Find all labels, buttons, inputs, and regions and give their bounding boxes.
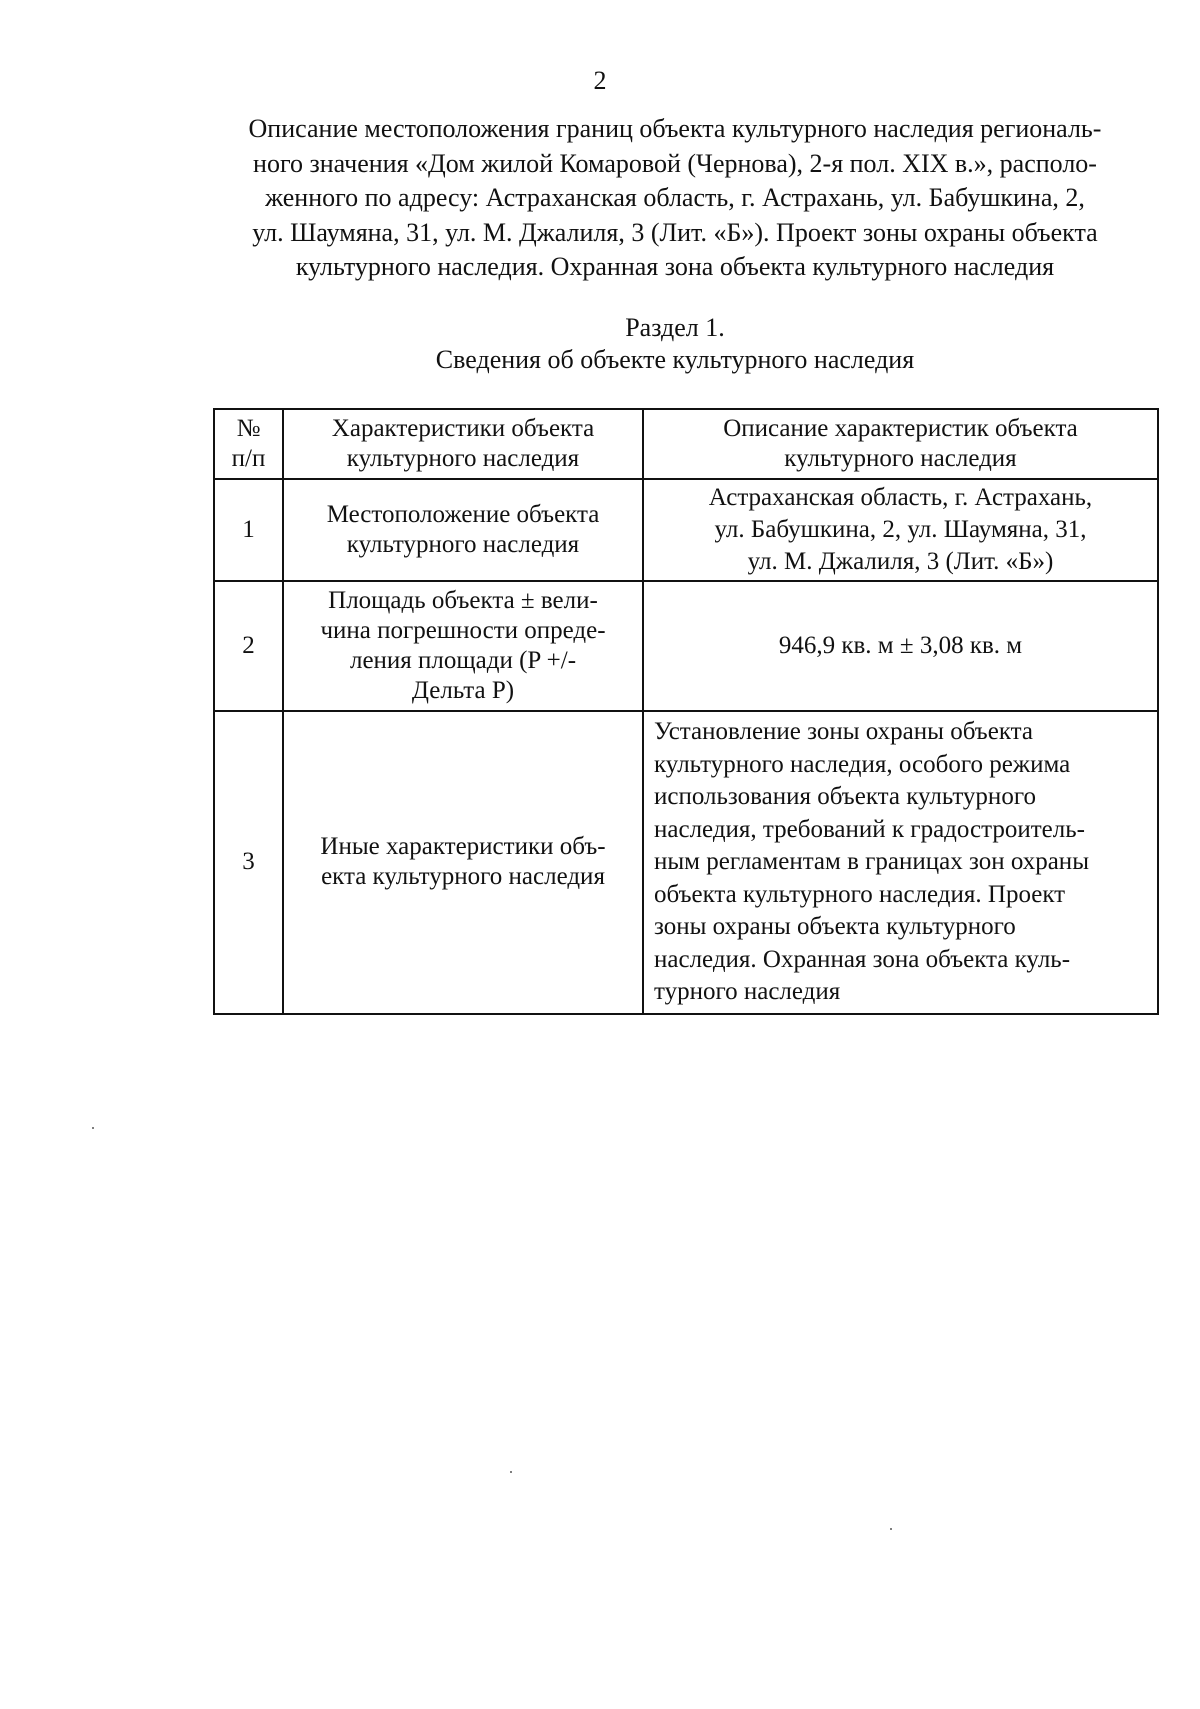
row-description [643,581,1158,711]
header-characteristics [283,409,643,479]
page-number: 2 [593,66,607,95]
row-characteristic [283,581,643,711]
table-row [214,711,1158,1014]
cell-line: наследия. Охранная зона объекта куль- [654,945,1071,973]
scan-speck [510,1471,512,1473]
scan-speck [890,1528,892,1530]
section-heading [200,312,1150,376]
title-line: женного по адресу: Астраханская область, г. Астрахань, ул. Бабушкина, 2, [265,183,1085,212]
header-description-line: культурного наследия [784,445,1017,472]
cell-line: чина погрешности опреде- [320,617,606,644]
title-line: Описание местоположения границ объекта культурного наследия региональ- [248,114,1102,143]
table-row [214,581,1158,711]
header-number-line: п/п [231,445,266,472]
section-title: Сведения об объекте культурного наследия [435,345,915,374]
cell-line: 946,9 кв. м ± 3,08 кв. м [778,632,1023,659]
row-description [643,711,1158,1014]
cell-line: екта культурного наследия [321,863,605,891]
cell-line: Астраханская область, г. Астрахань, [708,484,1093,511]
document-title [200,112,1150,285]
cell-line: ным регламентам в границах зон охраны [654,848,1089,875]
cell-line: Местоположение объекта [326,501,600,528]
cell-line: ул. Бабушкина, 2, ул. Шаумяна, 31, [714,516,1087,543]
table-header-row [214,409,1158,479]
header-characteristics-line: Характеристики объекта [331,415,595,442]
heritage-info-table [213,408,1159,1015]
cell-line: ул. М. Джалиля, 3 (Лит. «Б») [747,548,1054,575]
row-description [643,479,1158,581]
title-line: ного значения «Дом жилой Комаровой (Чернова), 2-я пол. XIX в.», располо- [253,148,1097,178]
row-number: 1 [214,479,283,581]
scan-speck [92,1127,94,1129]
cell-line: объекта культурного наследия. Проект [654,880,1066,908]
cell-line: турного наследия [654,978,841,1005]
cell-line: Дельта P) [411,677,515,704]
cell-line: культурного наследия, особого режима [654,750,1071,778]
row-number: 3 [214,711,283,1014]
row-characteristic [283,711,643,1014]
table-row [214,479,1158,581]
section-label: Раздел 1. [625,313,725,342]
header-number [214,409,283,479]
header-characteristics-line: культурного наследия [346,445,580,472]
cell-line: использования объекта культурного [654,783,1036,810]
header-description [643,409,1158,479]
cell-line: Иные характеристики объ- [320,833,606,861]
header-number-line: № [236,415,261,442]
cell-line: Установление зоны охраны объекта [654,718,1033,745]
cell-line: зоны охраны объекта культурного [654,913,1016,940]
cell-line: наследия, требований к градостроитель- [654,815,1085,843]
cell-line: Площадь объекта ± вели- [328,587,598,614]
row-characteristic [283,479,643,581]
cell-line: ления площади (P +/- [349,647,577,674]
row-number: 2 [214,581,283,711]
title-line: культурного наследия. Охранная зона объекта культурного наследия [295,252,1055,281]
title-line: ул. Шаумяна, 31, ул. М. Джалиля, 3 (Лит. «Б»). Проект зоны охраны объекта [252,217,1098,247]
cell-line: культурного наследия [346,531,580,558]
header-description-line: Описание характеристик объекта [723,415,1078,442]
